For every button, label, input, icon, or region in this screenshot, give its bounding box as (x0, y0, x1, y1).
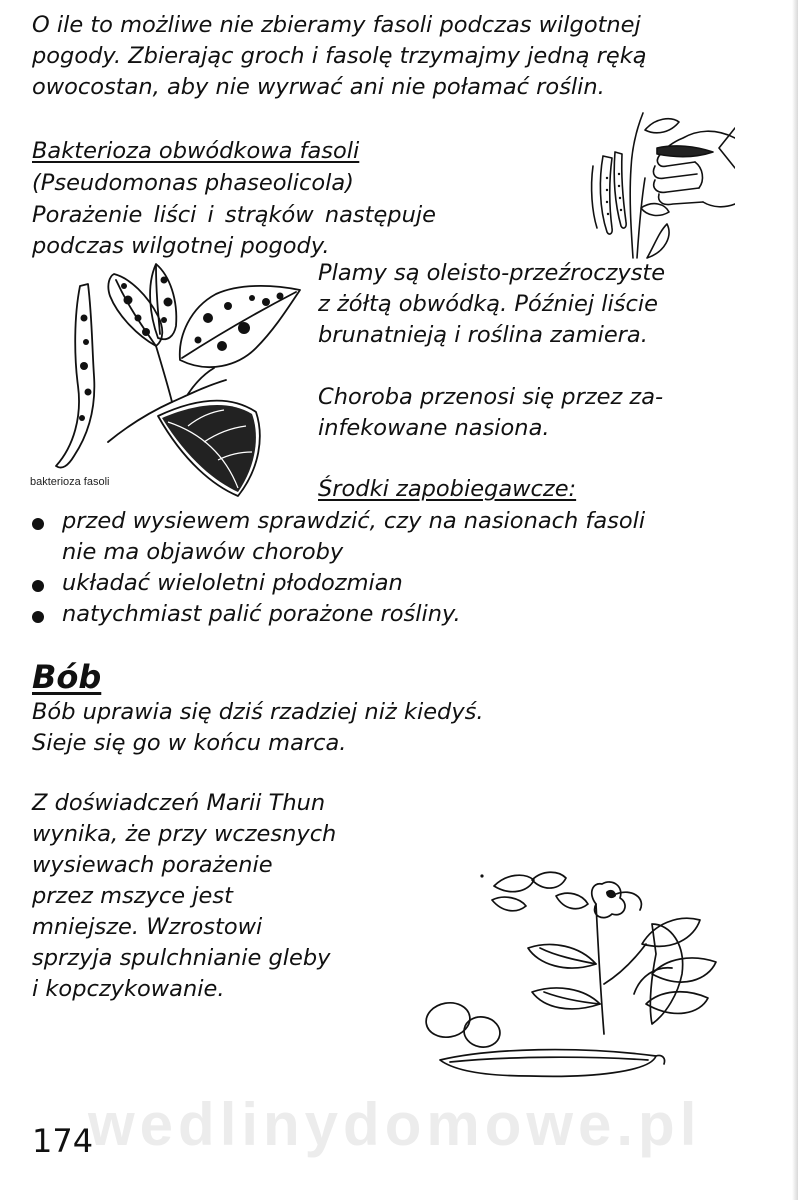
paragraph-line: wysiewach porażenie (32, 852, 273, 878)
section-title: Bób (32, 658, 102, 696)
paragraph-line: Z doświadczeń Marii Thun (32, 790, 326, 816)
transmission-line: infekowane nasiona. (318, 415, 550, 441)
paragraph-line: przez mszyce jest (32, 883, 233, 909)
transmission-description (318, 382, 738, 444)
infection-line: podczas wilgotnej pogody. (32, 233, 330, 259)
bacteriosis-title: Bakterioza obwódkowa fasoli (32, 138, 360, 164)
list-item (28, 599, 645, 630)
spots-line: Plamy są oleisto-przeźroczyste (318, 260, 666, 286)
spots-description (318, 258, 738, 351)
hand-picking-beans-illustration (585, 108, 735, 260)
bacteriosis-scientific-name: (Pseudomonas phaseolicola) (32, 170, 354, 196)
prevention-list (28, 506, 645, 630)
infection-line: Porażenie liści i strąków następuje (32, 202, 436, 228)
list-item-line: natychmiast palić porażone rośliny. (62, 601, 461, 627)
intro-line: pogody. Zbierając groch i fasolę trzymajmy jedną ręką (32, 43, 647, 69)
list-item (28, 568, 645, 599)
prevention-title: Środki zapobiegawcze: (318, 476, 577, 502)
intro-line: O ile to możliwe nie zbieramy fasoli podczas wilgotnej (32, 12, 641, 38)
list-item (28, 506, 645, 568)
watermark: wedlinydomowe.pl (88, 1091, 702, 1158)
page-edge-shadow (792, 0, 798, 1200)
image-caption: bakterioza fasoli (30, 476, 110, 488)
broad-bean-plant-illustration (420, 864, 730, 1084)
paragraph-line: i kopczykowanie. (32, 976, 225, 1002)
paragraph-line: mniejsze. Wzrostowi (32, 914, 263, 940)
paragraph-line: wynika, że przy wczesnych (32, 821, 337, 847)
diseased-bean-leaves-illustration (38, 256, 306, 504)
broad-bean-paragraph-2 (32, 788, 336, 1005)
intro-paragraph (32, 10, 647, 103)
paragraph-line: sprzyja spulchnianie gleby (32, 945, 331, 971)
spots-line: z żółtą obwódką. Później liście (318, 291, 658, 317)
spots-line: brunatnieją i roślina zamiera. (318, 322, 648, 348)
list-item-line: przed wysiewem sprawdzić, czy na nasionach fasoli (62, 508, 646, 534)
list-item-line: nie ma objawów choroby (62, 539, 344, 565)
paragraph-line: Sieje się go w końcu marca. (32, 730, 347, 756)
transmission-line: Choroba przenosi się przez za- (318, 384, 664, 410)
broad-bean-paragraph-1 (32, 697, 484, 759)
intro-line: owocostan, aby nie wyrwać ani nie połamać roślin. (32, 74, 605, 100)
page-number: 174 (32, 1122, 94, 1160)
paragraph-line: Bób uprawia się dziś rzadziej niż kiedyś. (32, 699, 484, 725)
list-item-line: układać wieloletni płodozmian (62, 570, 403, 596)
